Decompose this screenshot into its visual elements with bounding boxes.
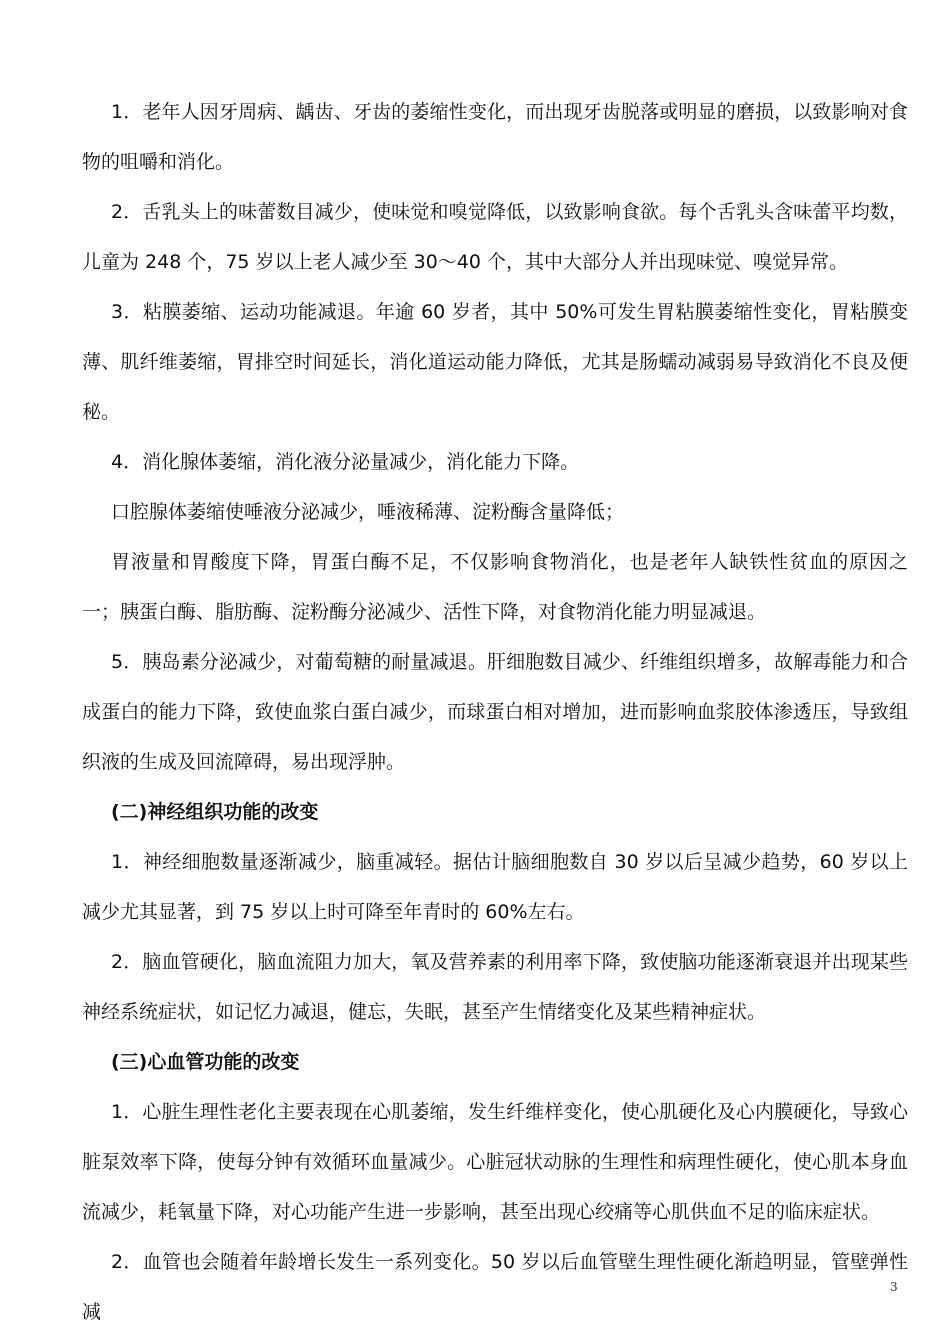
paragraph-oral-glands: 口腔腺体萎缩使唾液分泌减少，唾液稀薄、淀粉酶含量降低； [111,501,625,523]
paragraph-blood-vessels: 2．血管也会随着年龄增长发生一系列变化。50 岁以后血管壁生理性硬化渐趋明显，管壁弹性减 [82,1251,908,1323]
paragraph-taste-buds: 2．舌乳头上的味蕾数目减少，使味觉和嗅觉降低，以致影响食欲。每个舌乳头含味蕾平均数，儿童为 248 个，75 岁以上老人减少至 30～40 个，其中大部分人并出现味觉、嗅觉异常。 [82,201,908,273]
paragraph-gastric-juice: 胃液量和胃酸度下降，胃蛋白酶不足，不仅影响食物消化，也是老年人缺铁性贫血的原因之一；胰蛋白酶、脂肪酶、淀粉酶分泌减少、活性下降，对食物消化能力明显减退。 [82,551,908,623]
paragraph-digestive-glands: 4．消化腺体萎缩，消化液分泌量减少，消化能力下降。 [111,451,580,473]
page-number: 3 [890,1280,898,1294]
paragraph-cerebral-vessels: 2．脑血管硬化，脑血流阻力加大，氧及营养素的利用率下降，致使脑功能逐渐衰退并出现某些神经系统症状，如记忆力减退，健忘，失眠，甚至产生情绪变化及某些精神症状。 [82,951,908,1023]
section-heading-nervous: (二)神经组织功能的改变 [111,801,319,823]
paragraph-teeth: 1．老年人因牙周病、龋齿、牙齿的萎缩性变化，而出现牙齿脱落或明显的磨损，以致影响对食物的咀嚼和消化。 [82,101,908,173]
paragraph-insulin: 5．胰岛素分泌减少，对葡萄糖的耐量减退。肝细胞数目减少、纤维组织增多，故解毒能力和合成蛋白的能力下降，致使血浆白蛋白减少，而球蛋白相对增加，进而影响血浆胶体渗透压，导致组织液的生成及回流障碍，易出现浮肿。 [82,651,908,773]
paragraph-neurons: 1．神经细胞数量逐渐减少，脑重减轻。据估计脑细胞数自 30 岁以后呈减少趋势，60 岁以上减少尤其显著，到 75 岁以上时可降至年青时的 60%左右。 [82,851,908,923]
section-heading-cardiovascular: (三)心血管功能的改变 [111,1051,300,1073]
document-body [82,87,908,1337]
paragraph-heart: 1．心脏生理性老化主要表现在心肌萎缩，发生纤维样变化，使心肌硬化及心内膜硬化，导致心脏泵效率下降，使每分钟有效循环血量减少。心脏冠状动脉的生理性和病理性硬化，使心肌本身血流减少，耗氧量下降，对心功能产生进一步影响，甚至出现心绞痛等心肌供血不足的临床症状。 [82,1101,908,1223]
paragraph-mucosa: 3．粘膜萎缩、运动功能减退。年逾 60 岁者，其中 50%可发生胃粘膜萎缩性变化，胃粘膜变薄、肌纤维萎缩，胃排空时间延长，消化道运动能力降低，尤其是肠蠕动减弱易导致消化不良及便秘。 [82,301,908,423]
